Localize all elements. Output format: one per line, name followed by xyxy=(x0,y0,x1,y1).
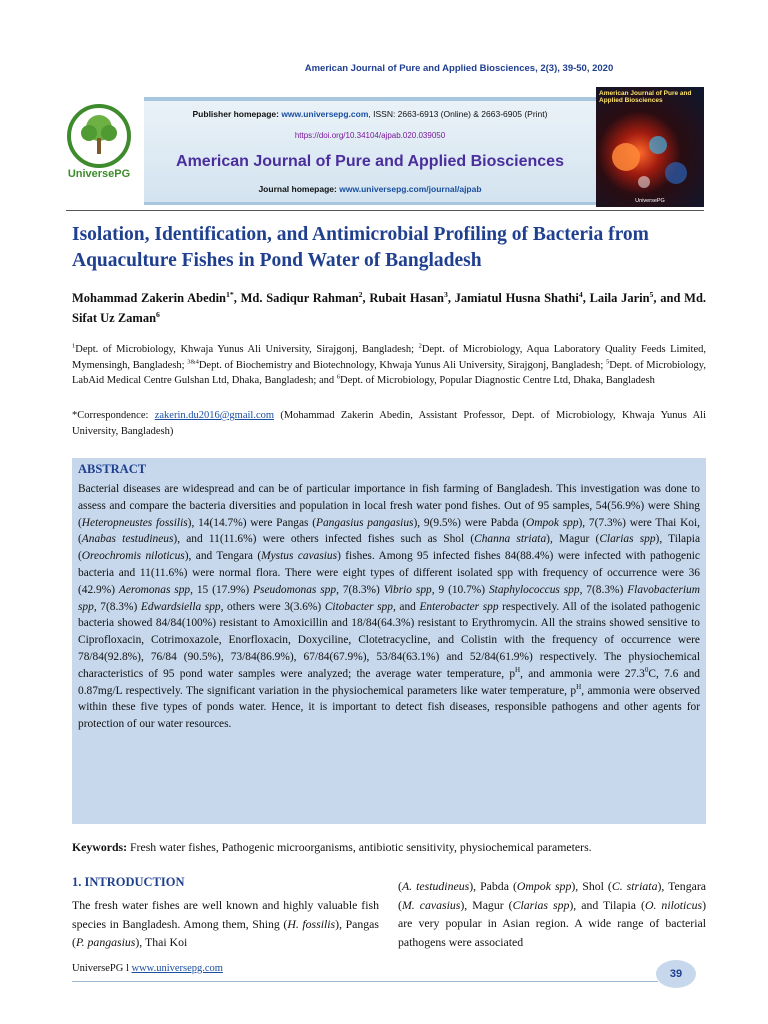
correspondence-email-link[interactable]: zakerin.du2016@gmail.com xyxy=(154,410,275,421)
species-name: Vibrio spp, xyxy=(383,583,435,596)
abstract-body xyxy=(78,481,700,733)
species-name: Ompok spp xyxy=(526,516,579,529)
publisher-line xyxy=(144,109,596,119)
text-run: respectively. All of the isolated pathogenic bacteria showed 84/84(100%) resistant to Amoxicillin and 18/84(64.3%) resistant to Erythromycin. All the strains showed sensitive to Ciprofloxacin, Cotrimoxazole, Enorfloxacin, Doxyciline, Clotetracycline, and Colistin with the frequency of occurrence were 78/84(92.8%), 76/84 (90.5%), 73/84(86.9%), 67/84(67.9%), 53/84(63.1%) and 52/84(61.9%) respectively. The physiochemical characteristics of 95 pond water samples were analyzed; the average water temperature, p xyxy=(78,600,700,680)
publisher-homepage-link[interactable]: www.universepg.com xyxy=(281,109,369,119)
text-run: 7(8.3%) xyxy=(338,583,384,596)
author-name: Laila Jarin xyxy=(589,291,650,305)
affiliation-text: Dept. of Microbiology, Popular Diagnostic Centre Ltd, Dhaka, Bangladesh xyxy=(340,375,655,387)
text-run: ), Magur ( xyxy=(546,533,600,546)
text-run: ), Shol ( xyxy=(571,879,612,893)
species-name: C. striata xyxy=(611,879,658,893)
superscript: H xyxy=(576,682,582,691)
text-run: ), 14(14.7%) were Pangas ( xyxy=(187,516,317,529)
text-run: ), Tilapia ( xyxy=(78,533,701,563)
affiliation-text: Dept. of Biochemistry and Biotechnology, Khwaja Yunus Ali University, Sirajgonj, Bangladesh; xyxy=(198,359,606,371)
correspondence-label: *Correspondence: xyxy=(72,410,155,421)
affiliation-marker: 6 xyxy=(336,373,341,381)
running-head: American Journal of Pure and Applied Biosciences, 2(3), 39-50, 2020 xyxy=(304,63,614,74)
author-affiliation-marker: 3 xyxy=(443,289,448,299)
affiliation-text: Dept. of Microbiology, LabAid Medical Centre Gulshan Ltd, Dhaka, Bangladesh; and xyxy=(72,359,706,387)
species-name: Pangasius pangasius xyxy=(316,516,414,529)
text-run: 7(8.3%) xyxy=(96,600,141,613)
keywords-label: Keywords: xyxy=(72,840,128,854)
cover-footer: UniversePG xyxy=(635,198,665,204)
journal-homepage-line xyxy=(144,184,596,194)
affiliation-marker: 3&4 xyxy=(187,358,199,366)
text-run: ( xyxy=(398,879,402,893)
author-name: Rubait Hasan xyxy=(369,291,444,305)
introduction-heading: 1. INTRODUCTION xyxy=(72,875,185,889)
doi-link[interactable]: https://doi.org/10.34104/ajpab.020.039050 xyxy=(294,131,446,140)
affiliation-marker: 5 xyxy=(605,358,610,366)
text-run: ), Pangas ( xyxy=(72,916,379,950)
species-name: Mystus cavasius xyxy=(261,550,338,563)
species-name: P. pangasius xyxy=(75,935,136,950)
species-name: Aeromonas spp xyxy=(118,583,191,596)
text-run: 9 (10.7%) xyxy=(434,583,489,596)
species-name: Heteropneustes fossilis xyxy=(81,516,188,529)
author-name: Jamiatul Husna Shathi xyxy=(454,291,579,305)
header-divider xyxy=(66,210,704,211)
species-name: Citobacter spp, xyxy=(324,600,396,613)
text-run: , ammonia were observed within these five types of ponds water. Hence, it is important to detect fish diseases, responsible pathogens and other agents for protection of our water resources. xyxy=(78,684,700,731)
species-name: Oreochromis niloticus xyxy=(81,550,185,563)
species-name: Ompok spp xyxy=(516,879,572,893)
species-name: O. niloticus xyxy=(644,897,703,912)
author-list: Mohammad Zakerin Abedin$^{1*}$, Md. Sadiqur Rahman$^2$, Rubait Hasan$^3$, Jamiatul Husna Shathi$^4$, Laila Jarin$^5$, and Md. Sifat Uz Zaman$^6$ xyxy=(72,289,707,325)
journal-homepage-label: Journal homepage: xyxy=(258,184,340,194)
author-affiliation-marker: 1* xyxy=(226,289,234,299)
text-run: , 7(8.3%) xyxy=(579,583,628,596)
journal-homepage-link[interactable]: www.universepg.com/journal/ajpab xyxy=(339,184,482,194)
affiliation-text: Dept. of Microbiology, Khwaja Yunus Ali University, Sirajgonj, Bangladesh; xyxy=(75,344,419,355)
species-name: Enterobacter spp xyxy=(419,600,499,613)
publisher-label: Publisher homepage: xyxy=(192,109,282,119)
correspondence xyxy=(72,408,706,439)
author-name: Md. Sadiqur Rahman xyxy=(240,291,359,305)
species-name: Clarias spp xyxy=(512,897,570,912)
superscript: H xyxy=(515,665,521,674)
species-name: Staphylococcus spp xyxy=(488,583,580,596)
species-name: Pseudomonas spp, xyxy=(253,583,339,596)
author-affiliation-marker: 5 xyxy=(649,289,654,299)
text-run: ), 9(9.5%) were Pabda ( xyxy=(413,516,527,529)
introduction-paragraph-left xyxy=(72,896,379,952)
text-run: ), Thai Koi xyxy=(135,935,188,950)
author-affiliation-marker: 6 xyxy=(156,309,160,319)
text-run: ) are very popular in Asian region. A wide range of bacterial pathogens were associated xyxy=(398,897,706,949)
text-run: ), 7(7.3%) were Thai Koi, ( xyxy=(78,516,701,546)
species-name: A. testudineus xyxy=(401,879,470,893)
issn-text: , ISSN: 2663-6913 (Online) & 2663-6905 (Print) xyxy=(368,109,548,119)
species-name: Edwardsiella spp, xyxy=(140,600,224,613)
affiliation-marker: 1 xyxy=(72,342,76,350)
text-run: others were 3(3.6%) xyxy=(223,600,325,613)
footer-website-link[interactable]: www.universepg.com xyxy=(131,963,223,974)
affiliations xyxy=(72,342,706,389)
species-name: H. fossilis xyxy=(287,916,336,931)
species-name: Anabas testudineus xyxy=(81,533,174,546)
text-run: ), and 11(11.6%) were others infected fishes such as Shol ( xyxy=(173,533,475,546)
species-name: Flavobacterium spp, xyxy=(78,583,700,613)
affiliation-marker: 2 xyxy=(418,342,422,350)
footer-publisher xyxy=(72,963,223,974)
introduction-right-column xyxy=(398,877,706,951)
keywords-text: Fresh water fishes, Pathogenic microorganisms, antibiotic sensitivity, physiochemical parameters. xyxy=(127,840,592,854)
species-name: Channa striata xyxy=(474,533,547,546)
journal-header-box xyxy=(144,97,596,205)
abstract-box xyxy=(72,458,706,824)
cover-bacteria-graphic xyxy=(596,87,704,207)
species-name: M. cavasius xyxy=(401,897,461,912)
text-run: Bacterial diseases are widespread and can be of particular importance in fish farming of Bangladesh. This investigation was done to assess and compare the bacteria diversities and population in local fresh water pond fishes. Out of 95 samples, 54(56.9%) were Shing ( xyxy=(78,483,700,529)
keywords xyxy=(72,839,706,855)
superscript: 0 xyxy=(644,665,649,674)
author-affiliation-marker: 4 xyxy=(578,289,583,299)
text-run: ), Pabda ( xyxy=(469,879,517,893)
author-name: Mohammad Zakerin Abedin xyxy=(72,291,226,305)
text-run: ) fishes. Among 95 infected fishes 84(88.4%) were infected with pathogenic bacteria and 11(11.6%) were normal flora. There were eight types of different isolated spp with frequency of occurrence were 36 (42.9%) xyxy=(78,550,700,596)
text-run: and xyxy=(395,600,420,613)
page-number: 39 xyxy=(656,960,696,988)
logo-text: UniversePG xyxy=(67,168,131,180)
author-affiliation-marker: 2 xyxy=(358,289,363,299)
cover-title: American Journal of Pure and Applied Biosciences xyxy=(599,90,692,104)
text-run: C, 7.6 and 0.87mg/L respectively. The significant variation in the physiochemical parameters like water temperature, p xyxy=(78,667,700,697)
text-run: ), and Tilapia ( xyxy=(569,897,645,912)
text-run: ), Tengara ( xyxy=(398,879,706,912)
journal-title: American Journal of Pure and Applied Biosciences xyxy=(176,153,564,170)
text-run: , 15 (17.9%) xyxy=(190,583,254,596)
text-run: ), and Tengara ( xyxy=(184,550,262,563)
text-run: , and ammonia were 27.3 xyxy=(520,667,645,680)
author-name: Md. Sifat Uz Zaman xyxy=(72,291,707,325)
footer-label: UniversePG l xyxy=(72,963,132,974)
paper-title: Isolation, Identification, and Antimicrobial Profiling of Bacteria from Aquaculture Fishes in Pond Water of Bangladesh xyxy=(72,224,649,271)
text-run: The fresh water fishes are well known and highly valuable fish species in Bangladesh. Among them, Shing ( xyxy=(72,898,379,931)
introduction-left-column xyxy=(72,874,379,952)
correspondence-details: (Mohammad Zakerin Abedin, Assistant Professor, Dept. of Microbiology, Khwaja Yunus Ali University, Bangladesh) xyxy=(72,410,706,437)
journal-cover-image xyxy=(596,87,704,207)
text-run: ), Magur ( xyxy=(460,897,513,912)
species-name: Clarias spp xyxy=(599,533,656,546)
affiliation-text: Dept. of Microbiology, Aqua Laboratory Quality Feeds Limited, Mymensingh, Bangladesh; xyxy=(72,344,706,371)
abstract-heading: ABSTRACT xyxy=(78,462,147,476)
footer-rule xyxy=(72,981,658,982)
